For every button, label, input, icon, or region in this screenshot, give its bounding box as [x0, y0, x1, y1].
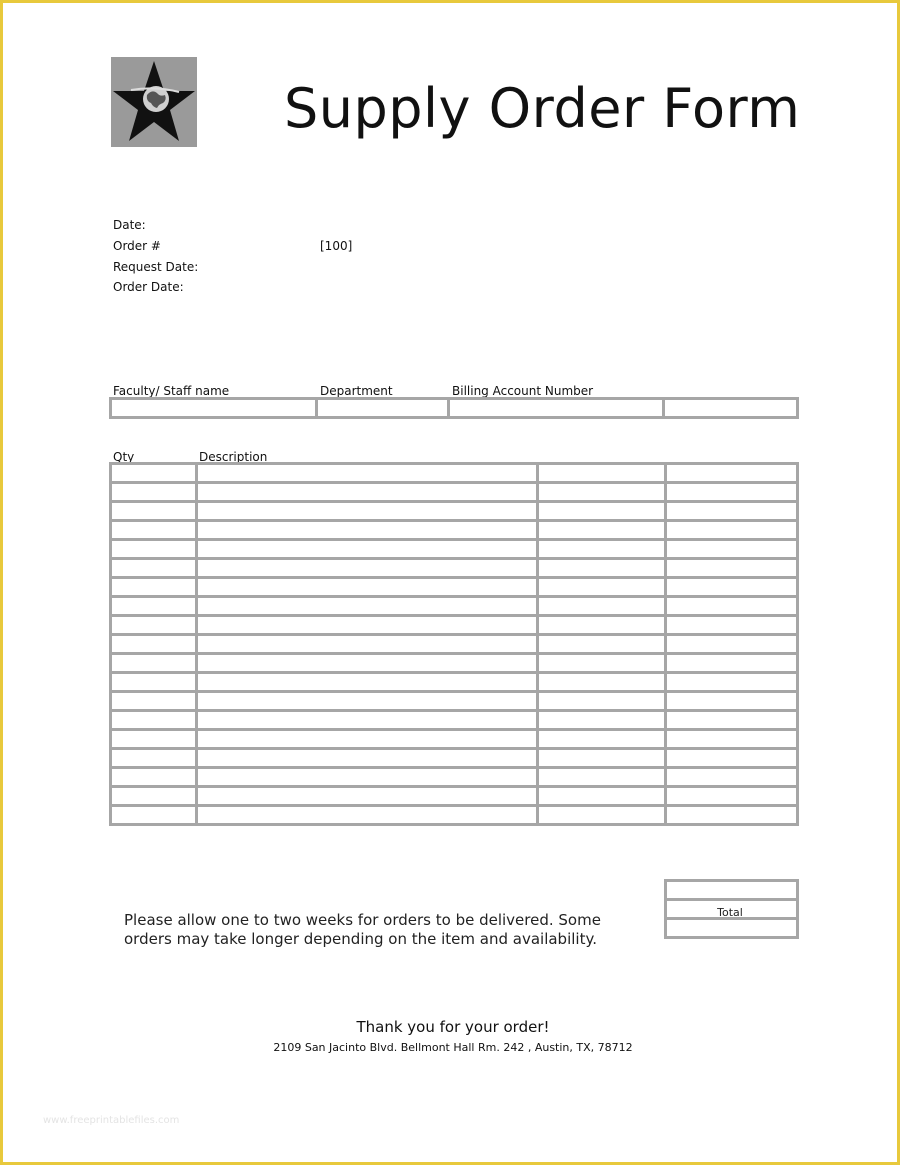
qty-cell[interactable] — [111, 730, 197, 749]
qty-cell[interactable] — [111, 616, 197, 635]
unit-price-cell[interactable] — [538, 578, 666, 597]
description-cell[interactable] — [197, 521, 538, 540]
description-cell[interactable] — [197, 597, 538, 616]
amount-cell[interactable] — [666, 464, 798, 483]
extra-field[interactable] — [664, 399, 798, 418]
order-number-label: Order # — [113, 239, 161, 253]
unit-price-cell[interactable] — [538, 502, 666, 521]
qty-cell[interactable] — [111, 464, 197, 483]
items-table — [109, 462, 799, 826]
unit-price-cell[interactable] — [538, 806, 666, 825]
item-row — [111, 502, 798, 521]
qty-cell[interactable] — [111, 578, 197, 597]
amount-cell[interactable] — [666, 483, 798, 502]
description-cell[interactable] — [197, 749, 538, 768]
amount-cell[interactable] — [666, 578, 798, 597]
amount-cell[interactable] — [666, 616, 798, 635]
total-field[interactable] — [666, 919, 798, 938]
description-cell[interactable] — [197, 483, 538, 502]
unit-price-cell[interactable] — [538, 540, 666, 559]
star-globe-icon — [111, 57, 197, 147]
item-row — [111, 673, 798, 692]
amount-cell[interactable] — [666, 730, 798, 749]
subtotal-field[interactable] — [666, 881, 798, 900]
subtotal-row — [666, 881, 798, 900]
item-row — [111, 730, 798, 749]
item-row — [111, 483, 798, 502]
item-row — [111, 749, 798, 768]
faculty-staff-label: Faculty/ Staff name — [113, 384, 230, 398]
amount-cell[interactable] — [666, 635, 798, 654]
description-cell[interactable] — [197, 654, 538, 673]
qty-header: Qty — [113, 450, 135, 464]
amount-cell[interactable] — [666, 787, 798, 806]
total-label: Total — [717, 906, 743, 919]
amount-cell[interactable] — [666, 597, 798, 616]
delivery-notice: Please allow one to two weeks for orders to be delivered. Some orders may take longer depending on the item and availability. — [124, 911, 601, 948]
description-cell[interactable] — [197, 559, 538, 578]
thank-you-text: Thank you for your order! — [356, 1018, 550, 1036]
unit-price-cell[interactable] — [538, 635, 666, 654]
page-title: Supply Order Form — [284, 77, 801, 140]
qty-cell[interactable] — [111, 483, 197, 502]
unit-price-cell[interactable] — [538, 597, 666, 616]
description-cell[interactable] — [197, 711, 538, 730]
item-row — [111, 711, 798, 730]
description-cell[interactable] — [197, 464, 538, 483]
watermark-text: www.freeprintablefiles.com — [43, 1115, 180, 1126]
item-row — [111, 692, 798, 711]
qty-cell[interactable] — [111, 787, 197, 806]
faculty-staff-field[interactable] — [111, 399, 317, 418]
amount-cell[interactable] — [666, 521, 798, 540]
billing-account-label: Billing Account Number — [452, 384, 594, 398]
qty-cell[interactable] — [111, 540, 197, 559]
requester-table — [109, 397, 799, 419]
unit-price-cell[interactable] — [538, 559, 666, 578]
total-row — [666, 919, 798, 938]
description-cell[interactable] — [197, 578, 538, 597]
description-cell[interactable] — [197, 540, 538, 559]
item-row — [111, 597, 798, 616]
amount-cell[interactable] — [666, 806, 798, 825]
description-cell[interactable] — [197, 673, 538, 692]
description-cell[interactable] — [197, 730, 538, 749]
amount-cell[interactable] — [666, 711, 798, 730]
amount-cell[interactable] — [666, 540, 798, 559]
item-row — [111, 635, 798, 654]
qty-cell[interactable] — [111, 806, 197, 825]
unit-price-cell[interactable] — [538, 749, 666, 768]
description-header: Description — [199, 450, 268, 464]
address-text: 2109 San Jacinto Blvd. Bellmont Hall Rm. 242 , Austin, TX, 78712 — [273, 1041, 633, 1054]
description-cell[interactable] — [197, 502, 538, 521]
qty-cell[interactable] — [111, 768, 197, 787]
item-row — [111, 768, 798, 787]
item-row — [111, 787, 798, 806]
amount-cell[interactable] — [666, 502, 798, 521]
order-number-value: [100] — [320, 239, 353, 253]
description-cell[interactable] — [197, 692, 538, 711]
item-row — [111, 464, 798, 483]
item-row — [111, 559, 798, 578]
amount-cell[interactable] — [666, 749, 798, 768]
qty-cell[interactable] — [111, 692, 197, 711]
unit-price-cell[interactable] — [538, 692, 666, 711]
unit-price-cell[interactable] — [538, 787, 666, 806]
amount-cell[interactable] — [666, 768, 798, 787]
date-label: Date: — [113, 218, 146, 232]
department-field[interactable] — [317, 399, 449, 418]
item-row — [111, 654, 798, 673]
qty-cell[interactable] — [111, 749, 197, 768]
item-row — [111, 521, 798, 540]
qty-cell[interactable] — [111, 559, 197, 578]
description-cell[interactable] — [197, 806, 538, 825]
logo — [111, 57, 197, 147]
description-cell[interactable] — [197, 616, 538, 635]
qty-cell[interactable] — [111, 711, 197, 730]
description-cell[interactable] — [197, 787, 538, 806]
requester-row — [111, 399, 798, 418]
unit-price-cell[interactable] — [538, 654, 666, 673]
qty-cell[interactable] — [111, 597, 197, 616]
order-date-label: Order Date: — [113, 280, 184, 294]
description-cell[interactable] — [197, 768, 538, 787]
description-cell[interactable] — [197, 635, 538, 654]
qty-cell[interactable] — [111, 521, 197, 540]
unit-price-cell[interactable] — [538, 521, 666, 540]
item-row — [111, 578, 798, 597]
qty-cell[interactable] — [111, 654, 197, 673]
qty-cell[interactable] — [111, 673, 197, 692]
amount-cell[interactable] — [666, 673, 798, 692]
qty-cell[interactable] — [111, 635, 197, 654]
qty-cell[interactable] — [111, 502, 197, 521]
request-date-label: Request Date: — [113, 260, 199, 274]
billing-account-field[interactable] — [449, 399, 664, 418]
item-row — [111, 616, 798, 635]
unit-price-cell[interactable] — [538, 464, 666, 483]
item-row — [111, 540, 798, 559]
department-label: Department — [320, 384, 393, 398]
unit-price-cell[interactable] — [538, 673, 666, 692]
unit-price-cell[interactable] — [538, 768, 666, 787]
item-row — [111, 806, 798, 825]
unit-price-cell[interactable] — [538, 483, 666, 502]
amount-cell[interactable] — [666, 692, 798, 711]
amount-cell[interactable] — [666, 654, 798, 673]
unit-price-cell[interactable] — [538, 711, 666, 730]
unit-price-cell[interactable] — [538, 730, 666, 749]
amount-cell[interactable] — [666, 559, 798, 578]
unit-price-cell[interactable] — [538, 616, 666, 635]
